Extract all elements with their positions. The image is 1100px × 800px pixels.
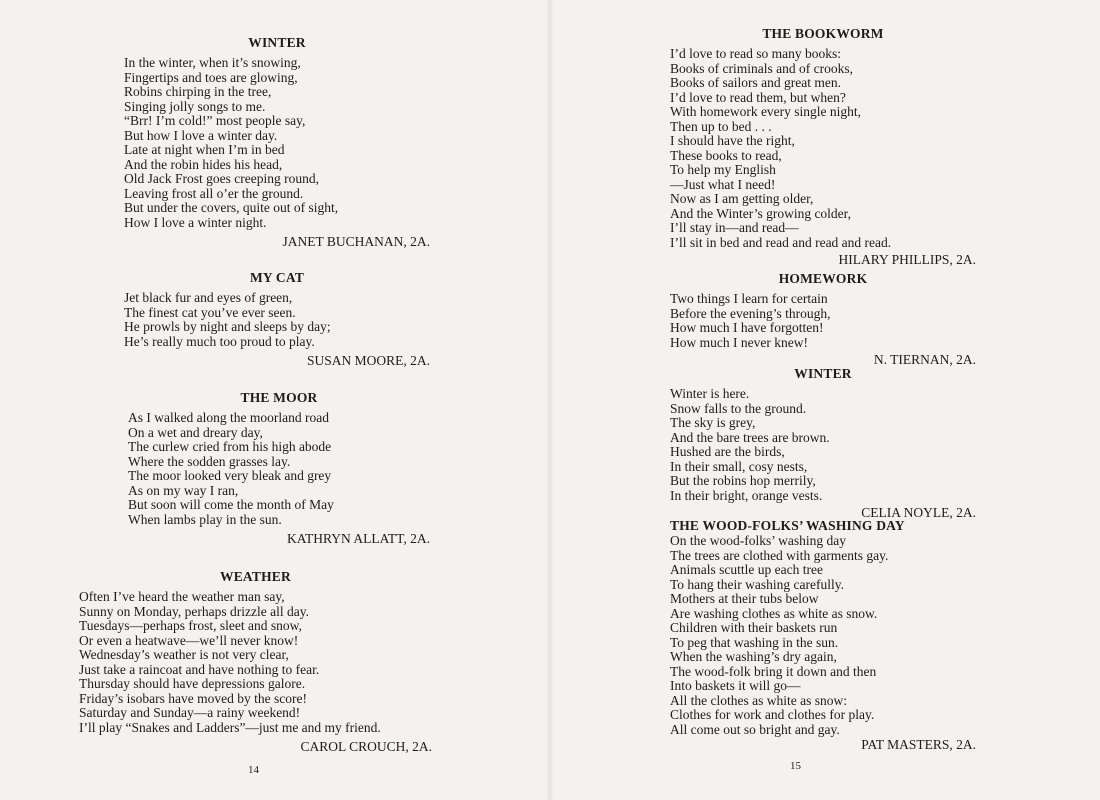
poem-line: And the bare trees are brown. bbox=[670, 429, 830, 445]
poem-line: Late at night when I’m in bed bbox=[124, 142, 285, 157]
poem-line: But the robins hop merrily, bbox=[670, 473, 816, 488]
poem-the-moor bbox=[128, 390, 430, 547]
poem-line: Books of sailors and great men. bbox=[670, 75, 841, 90]
right-page bbox=[550, 0, 1100, 800]
poem-line: Just take a raincoat and have nothing to fear. bbox=[79, 661, 320, 677]
poem-line: Animals scuttle up each tree bbox=[670, 562, 823, 577]
poem-line: I should have the right, bbox=[670, 133, 795, 148]
poem-lines bbox=[670, 292, 976, 350]
poem-line: I’ll sit in bed and read and read and read. bbox=[670, 234, 892, 250]
poem-lines bbox=[124, 56, 430, 230]
poem-line: Old Jack Frost goes creeping round, bbox=[124, 171, 319, 186]
page-number: 14 bbox=[248, 764, 259, 776]
poem-title: WEATHER bbox=[220, 569, 291, 584]
poem-line: Then up to bed . . . bbox=[670, 118, 772, 134]
poem-title: THE BOOKWORM bbox=[762, 26, 884, 41]
poem-line: Singing jolly songs to me. bbox=[124, 98, 266, 114]
poem-wood-folks-washing-day bbox=[670, 518, 976, 753]
poem-line: In the winter, when it’s snowing, bbox=[124, 55, 301, 70]
poem-line: To peg that washing in the sun. bbox=[670, 634, 839, 650]
poem-line: And the robin hides his head, bbox=[124, 156, 283, 172]
poem-author: PAT MASTERS, 2A. bbox=[861, 737, 976, 752]
poem-line: As I walked along the moorland road bbox=[128, 410, 329, 425]
poem-line: To hang their washing carefully. bbox=[670, 576, 844, 592]
poem-homework bbox=[670, 271, 976, 368]
poem-the-bookworm bbox=[670, 26, 976, 268]
poem-line: Often I’ve heard the weather man say, bbox=[79, 589, 285, 604]
poem-line: How much I have forgotten! bbox=[670, 320, 824, 335]
poem-line: He’s really much too proud to play. bbox=[124, 333, 315, 349]
poem-line: The sky is grey, bbox=[670, 415, 756, 430]
poem-line: Two things I learn for certain bbox=[670, 291, 828, 306]
poem-lines bbox=[670, 534, 976, 737]
poem-line: But under the covers, quite out of sight, bbox=[124, 200, 339, 215]
poem-my-cat bbox=[124, 270, 430, 369]
poem-line: How much I never knew! bbox=[670, 334, 808, 350]
poem-author: N. TIERNAN, 2A. bbox=[873, 352, 976, 367]
poem-line: Into baskets it will go— bbox=[670, 678, 801, 693]
poem-winter-left bbox=[124, 35, 430, 250]
poem-winter-right bbox=[670, 366, 976, 521]
poem-line: —Just what I need! bbox=[670, 176, 776, 192]
poem-line: I’d love to read so many books: bbox=[670, 46, 841, 61]
poem-title: WINTER bbox=[794, 366, 852, 381]
poem-line: When lambs play in the sun. bbox=[128, 511, 282, 527]
poem-line: With homework every single night, bbox=[670, 104, 862, 119]
poem-title: THE WOOD-FOLKS’ WASHING DAY bbox=[670, 518, 905, 533]
poem-line: I’ll stay in—and read— bbox=[670, 220, 799, 235]
poem-line: All come out so bright and gay. bbox=[670, 721, 840, 737]
poem-line: “Brr! I’m cold!” most people say, bbox=[124, 113, 306, 128]
poem-line: Or even a heatwave—we’ll never know! bbox=[79, 632, 299, 648]
poem-line: The moor looked very bleak and grey bbox=[128, 468, 332, 483]
poem-line: The finest cat you’ve ever seen. bbox=[124, 304, 296, 320]
poem-line: Mothers at their tubs below bbox=[670, 591, 819, 606]
poem-line: As on my way I ran, bbox=[128, 482, 239, 498]
poem-line: But how I love a winter day. bbox=[124, 127, 278, 143]
poem-line: Now as I am getting older, bbox=[670, 191, 814, 206]
poem-line: Clothes for work and clothes for play. bbox=[670, 707, 875, 722]
poem-line: The curlew cried from his high abode bbox=[128, 439, 332, 454]
poem-line: Friday’s isobars have moved by the score! bbox=[79, 690, 307, 706]
poem-line: Thursday should have depressions galore. bbox=[79, 676, 306, 691]
poem-line: All the clothes as white as snow: bbox=[670, 692, 847, 708]
poem-line: Where the sodden grasses lay. bbox=[128, 453, 291, 469]
poem-line: And the Winter’s growing colder, bbox=[670, 205, 852, 221]
poem-line: Snow falls to the ground. bbox=[670, 400, 807, 416]
poem-lines bbox=[670, 387, 976, 503]
poem-line: Wednesday’s weather is not very clear, bbox=[79, 647, 289, 662]
poem-line: In their small, cosy nests, bbox=[670, 458, 808, 474]
poem-line: Children with their baskets run bbox=[670, 620, 838, 635]
poem-line: Tuesdays—perhaps frost, sleet and snow, bbox=[79, 618, 302, 633]
poem-lines bbox=[670, 47, 976, 250]
poem-line: Saturday and Sunday—a rainy weekend! bbox=[79, 705, 301, 720]
poem-line: On a wet and dreary day, bbox=[128, 424, 263, 440]
poem-author: KATHRYN ALLATT, 2A. bbox=[287, 531, 430, 546]
poem-line: Sunny on Monday, perhaps drizzle all day. bbox=[79, 603, 309, 619]
poem-lines bbox=[124, 291, 430, 349]
poem-line: I’d love to read them, but when? bbox=[670, 89, 846, 105]
poem-line: Books of criminals and of crooks, bbox=[670, 60, 853, 76]
poem-lines bbox=[128, 411, 430, 527]
poem-line: Fingertips and toes are glowing, bbox=[124, 69, 298, 85]
poem-line: Hushed are the birds, bbox=[670, 444, 785, 459]
poem-author: JANET BUCHANAN, 2A. bbox=[282, 234, 430, 249]
poem-line: Leaving frost all o’er the ground. bbox=[124, 185, 304, 201]
poem-author: SUSAN MOORE, 2A. bbox=[306, 353, 430, 368]
poem-line: To help my English bbox=[670, 162, 776, 177]
poem-title: THE MOOR bbox=[240, 390, 318, 405]
poem-line: When the washing’s dry again, bbox=[670, 649, 837, 664]
poem-line: Jet black fur and eyes of green, bbox=[124, 290, 293, 305]
poem-line: How I love a winter night. bbox=[124, 214, 267, 230]
poem-line: Are washing clothes as white as snow. bbox=[670, 605, 878, 621]
poem-author: CELIA NOYLE, 2A. bbox=[861, 505, 976, 520]
poem-title: HOMEWORK bbox=[778, 271, 868, 286]
poem-line: The wood-folk bring it down and then bbox=[670, 663, 877, 679]
poem-author: CAROL CROUCH, 2A. bbox=[300, 739, 432, 754]
poem-line: Before the evening’s through, bbox=[670, 305, 831, 321]
poem-line: On the wood-folks’ washing day bbox=[670, 533, 846, 548]
poem-line: Winter is here. bbox=[670, 386, 750, 401]
poem-line: He prowls by night and sleeps by day; bbox=[124, 319, 331, 334]
poem-line: In their bright, orange vests. bbox=[670, 487, 823, 503]
poem-lines bbox=[79, 590, 432, 735]
poem-line: The trees are clothed with garments gay. bbox=[670, 547, 889, 563]
poem-weather bbox=[79, 569, 432, 755]
poem-author: HILARY PHILLIPS, 2A. bbox=[838, 252, 976, 267]
poem-line: I’ll play “Snakes and Ladders”—just me and my friend. bbox=[79, 719, 381, 735]
page-number: 15 bbox=[790, 760, 801, 772]
poem-line: But soon will come the month of May bbox=[128, 497, 334, 512]
poem-line: These books to read, bbox=[670, 147, 782, 163]
poem-line: Robins chirping in the tree, bbox=[124, 84, 272, 99]
poem-title: WINTER bbox=[248, 35, 306, 50]
poem-title: MY CAT bbox=[249, 270, 305, 285]
